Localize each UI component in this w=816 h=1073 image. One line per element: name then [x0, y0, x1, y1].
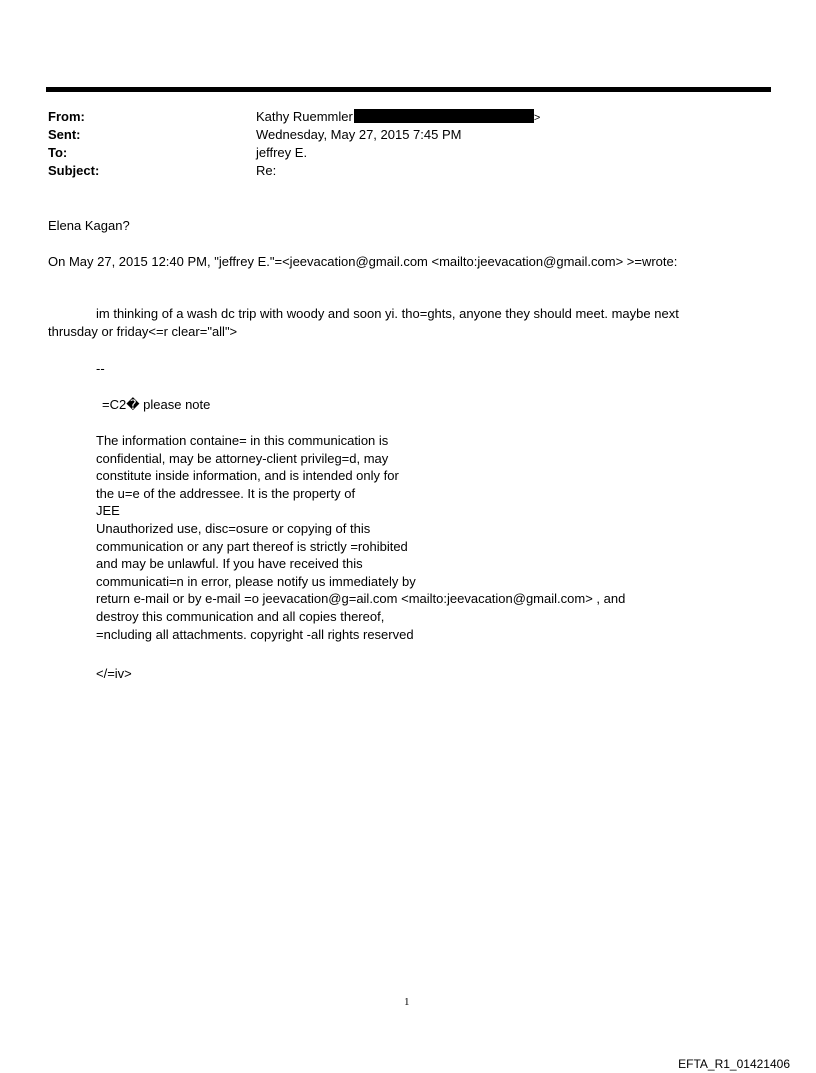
sent-value: Wednesday, May 27, 2015 7:45 PM [256, 127, 462, 142]
sent-row [48, 126, 540, 144]
from-row [48, 108, 540, 126]
subject-label: Subject: [48, 163, 100, 178]
header-rule [46, 87, 771, 92]
disclaimer-line: The information containe= in this communication is [96, 433, 389, 448]
to-label: To: [48, 145, 68, 160]
disclaimer-line: communication or any part thereof is strictly =rohibited [96, 538, 408, 554]
to-row [48, 144, 540, 162]
disclaimer-line: and may be unlawful. If you have received this [96, 556, 363, 572]
disclaimer-line: confidential, may be attorney-client privileg=d, may [96, 450, 389, 466]
from-name: Kathy Ruemmler [256, 109, 353, 124]
disclaimer-line: return e-mail or by e-mail =o jeevacation@g=ail.com <mailto:jeevacation@gmail.com> , and [96, 591, 626, 607]
quoted-line-2: thrusday or friday<=r clear="all"> [48, 324, 238, 339]
disclaimer-line: the u=e of the addressee. It is the property of [96, 485, 356, 501]
from-value [256, 108, 540, 126]
reply-text: Elena Kagan? [48, 218, 130, 233]
disclaimer-line: Unauthorized use, disc=osure or copying of this [96, 520, 371, 536]
from-tail: > [533, 112, 541, 124]
quoted-line-1: im thinking of a wash dc trip with woody and soon yi. tho=ghts, anyone they should meet. maybe next [96, 306, 679, 321]
disclaimer [96, 432, 625, 643]
disclaimer-line: JEE [96, 503, 120, 519]
page-number: 1 [404, 996, 410, 1008]
disclaimer-line: constitute inside information, and is intended only for [96, 468, 399, 484]
subject-row [48, 162, 540, 180]
from-label: From: [48, 109, 85, 124]
quoted-message [48, 305, 748, 341]
disclaimer-line: communicati=n in error, please notify us immediately by [96, 573, 416, 589]
sent-label: Sent: [48, 127, 81, 142]
disclaimer-line: =ncluding all attachments. copyright -all rights reserved [96, 626, 414, 642]
subject-value: Re: [256, 163, 277, 178]
quote-attribution: On May 27, 2015 12:40 PM, "jeffrey E."=<jeevacation@gmail.com <mailto:jeevacation@gmail.com> >=wrote: [48, 254, 678, 269]
disclaimer-line: destroy this communication and all copies thereof, [96, 608, 385, 624]
email-header [48, 108, 540, 180]
closing-tag: </=iv> [96, 666, 132, 681]
signature-dashes: -- [96, 361, 105, 376]
redaction-block [354, 109, 534, 123]
please-note: =C2� please note [102, 397, 211, 412]
to-value: jeffrey E. [256, 145, 308, 160]
document-id: EFTA_R1_01421406 [678, 1057, 790, 1071]
